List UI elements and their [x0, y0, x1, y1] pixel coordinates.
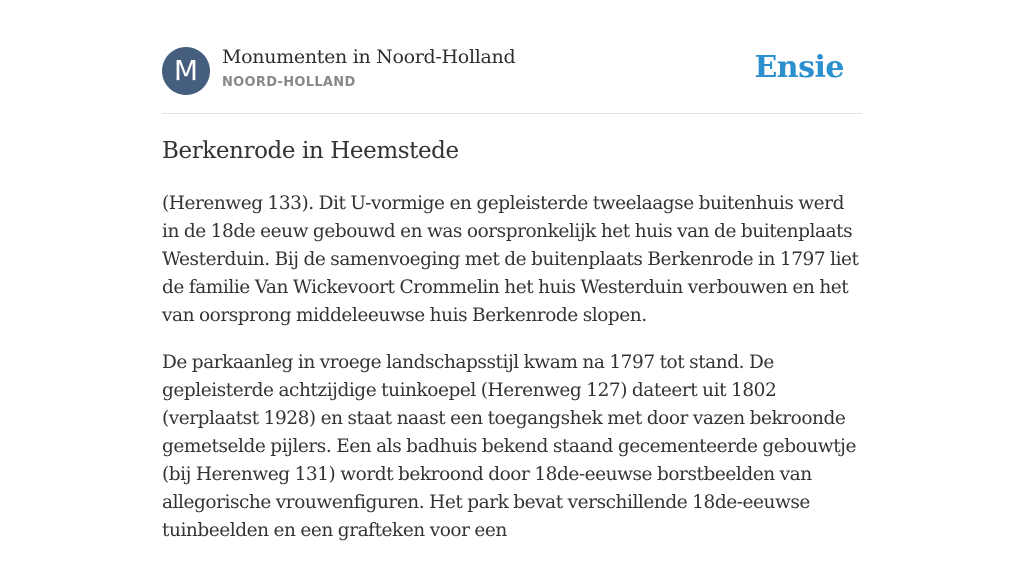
ensie-logo-link[interactable]: Ensie	[754, 50, 844, 85]
header-divider	[162, 113, 862, 114]
avatar[interactable]: M	[162, 47, 210, 95]
site-subtitle: NOORD-HOLLAND	[222, 75, 356, 90]
site-title-link[interactable]: Monumenten in Noord-Holland	[222, 46, 516, 68]
article-paragraph: (Herenweg 133). Dit U-vormige en gepleisterde tweelaagse buitenhuis werd in de 18de eeuw gebouwd en was oorspronkelijk het huis van de buitenplaats Westerduin. Bij de samenvoeging met de buitenplaats Berkenrode in 1797 liet de familie Van Wickevoort Crommelin het huis Westerduin verbouwen en het van oorsprong middeleeuwse huis Berkenrode slopen.	[162, 193, 859, 326]
article-title: Berkenrode in Heemstede	[162, 138, 459, 164]
site-header	[162, 46, 862, 96]
article-paragraph: De parkaanleg in vroege landschapsstijl kwam na 1797 tot stand. De gepleisterde achtzijdige tuinkoepel (Herenweg 127) dateert uit 1802 (verplaatst 1928) en staat naast een toegangshek met door vazen bekroonde gemetselde pijlers. Een als badhuis bekend staand gecementeerde gebouwtje (bij Herenweg 131) wordt bekroond door 18de-eeuwse borstbeelden van allegorische vrouwenfiguren. Het park bevat verschillende 18de-eeuwse tuinbeelden en een grafteken voor een	[162, 352, 856, 541]
article-body	[162, 190, 862, 564]
